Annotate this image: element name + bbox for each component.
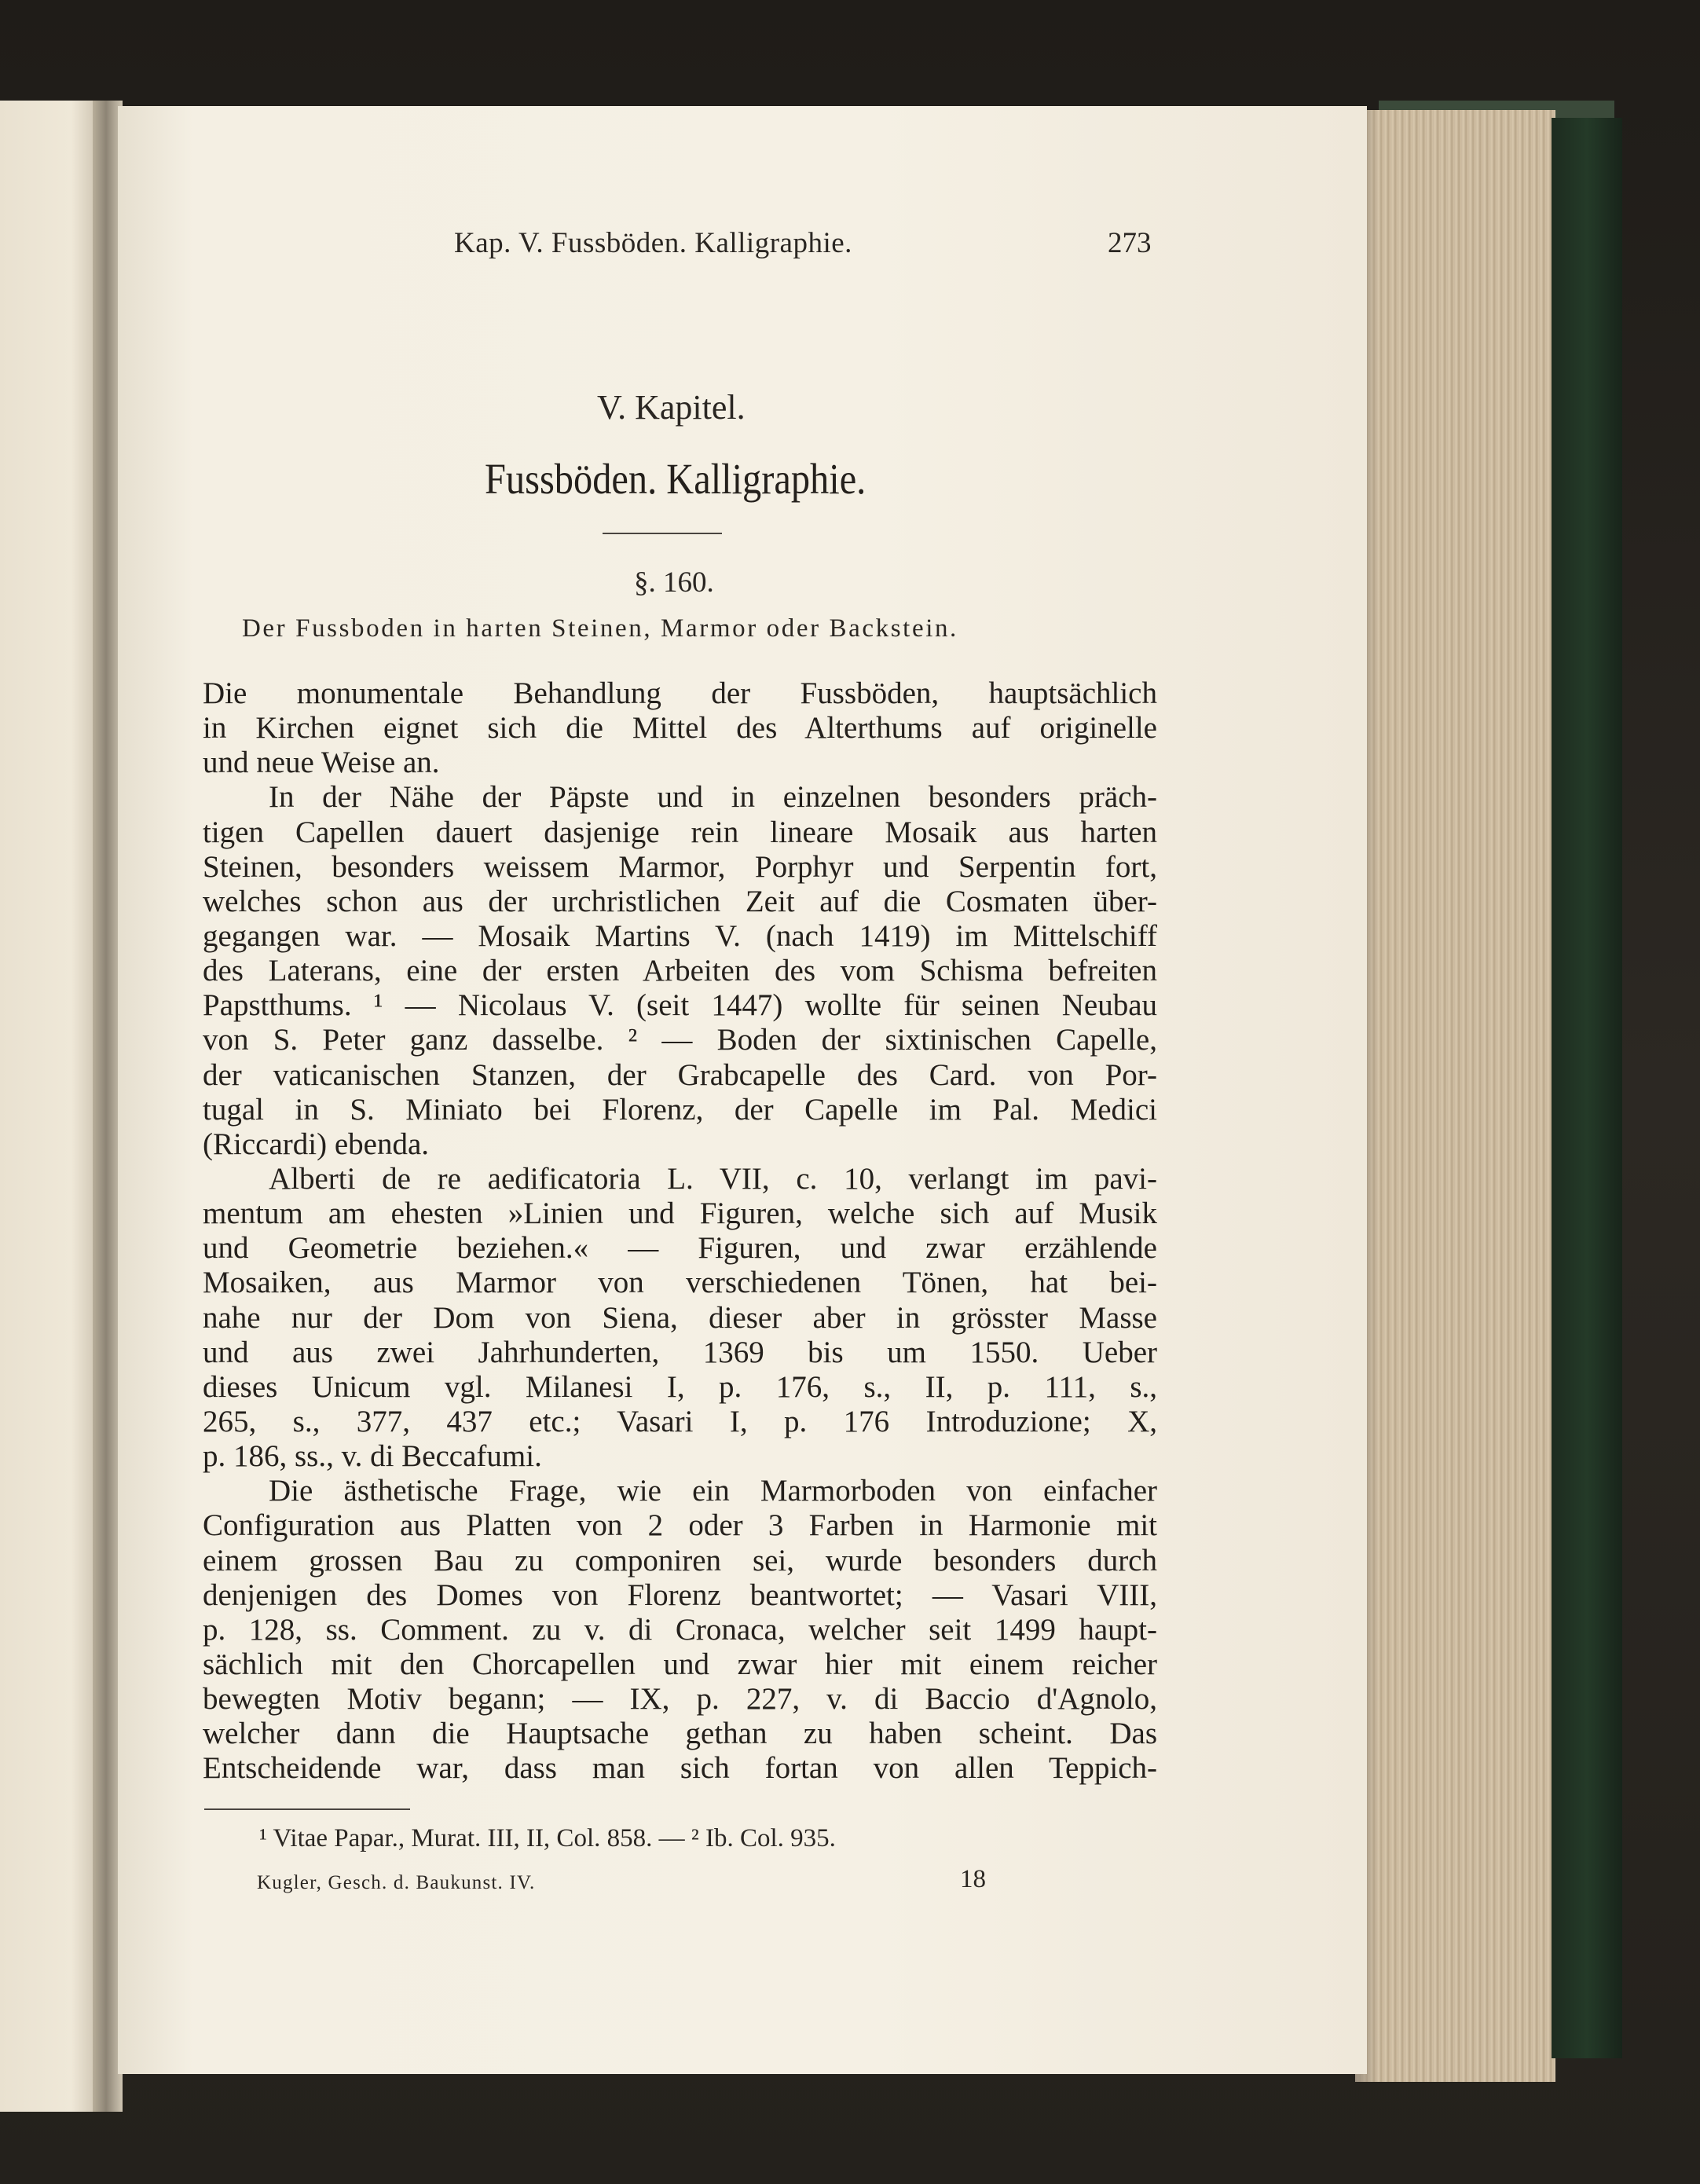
text-line: gegangen war. — Mosaik Martins V. (nach 1419) im Mittelschiff <box>203 918 1157 953</box>
page-number: 273 <box>1108 227 1152 259</box>
text-line: Die monumentale Behandlung der Fussböden, hauptsächlich <box>203 676 1157 710</box>
text-line: tigen Capellen dauert dasjenige rein lineare Mosaik aus harten <box>203 815 1157 849</box>
text-line: p. 186, ss., v. di Beccafumi. <box>203 1439 542 1474</box>
text-line: nahe nur der Dom von Siena, dieser aber in grösster Masse <box>203 1300 1157 1335</box>
footnote-rule <box>204 1808 410 1810</box>
text-line: welcher dann die Hauptsache gethan zu haben scheint. Das <box>203 1717 1157 1751</box>
text-line: p. 128, ss. Comment. zu v. di Cronaca, welcher seit 1499 haupt- <box>203 1612 1157 1647</box>
text-line: sächlich mit den Chorcapellen und zwar hier mit einem reicher <box>203 1647 1157 1681</box>
chapter-title: Fussböden. Kalligraphie. <box>485 455 866 503</box>
text-line: In der Nähe der Päpste und in einzelnen besonders präch- <box>269 780 1157 815</box>
book-cover-spine <box>1552 118 1622 2058</box>
text-line: einem grossen Bau zu componiren sei, wurde besonders durch <box>203 1543 1157 1578</box>
text-line: und Geometrie beziehen.« — Figuren, und zwar erzählende <box>203 1231 1157 1266</box>
section-subtitle: Der Fussboden in harten Steinen, Marmor oder Backstein. <box>242 614 958 643</box>
text-line: denjenigen des Domes von Florenz beantwortet; — Vasari VIII, <box>203 1578 1157 1612</box>
text-line: von S. Peter ganz dasselbe. ² — Boden der sixtinischen Capelle, <box>203 1023 1157 1057</box>
text-line: mentum am ehesten »Linien und Figuren, welche sich auf Musik <box>203 1196 1157 1231</box>
text-line: und neue Weise an. <box>203 746 440 780</box>
text-line: Papstthums. ¹ — Nicolaus V. (seit 1447) wollte für seinen Neubau <box>203 988 1157 1023</box>
body-text <box>203 676 1157 1786</box>
chapter-number: V. Kapitel. <box>597 388 746 427</box>
section-number: §. 160. <box>634 566 714 599</box>
text-line: der vaticanischen Stanzen, der Grabcapelle des Card. von Por- <box>203 1057 1157 1092</box>
text-line: Steinen, besonders weissem Marmor, Porphyr und Serpentin fort, <box>203 849 1157 884</box>
text-line: dieses Unicum vgl. Milanesi I, p. 176, s., II, p. 111, s., <box>203 1369 1157 1404</box>
signature-number: 18 <box>960 1865 986 1893</box>
footnote: ¹ Vitae Papar., Murat. III, II, Col. 858. — ² Ib. Col. 935. <box>259 1824 836 1852</box>
text-line: Alberti de re aedificatoria L. VII, c. 10, verlangt im pavi- <box>269 1161 1157 1196</box>
title-rule <box>603 533 722 534</box>
text-line: und aus zwei Jahrhunderten, 1369 bis um 1550. Ueber <box>203 1335 1157 1369</box>
page-edges <box>1355 110 1555 2082</box>
text-line: Entscheidende war, dass man sich fortan von allen Teppich- <box>203 1751 1157 1786</box>
printer-signature: Kugler, Gesch. d. Baukunst. IV. <box>257 1872 536 1893</box>
text-line: bewegten Motiv begann; — IX, p. 227, v. di Baccio d'Agnolo, <box>203 1682 1157 1717</box>
text-line: Die ästhetische Frage, wie ein Marmorboden von einfacher <box>269 1474 1157 1508</box>
left-page-edge <box>0 101 102 2112</box>
text-line: Mosaiken, aus Marmor von verschiedenen Tönen, hat bei- <box>203 1266 1157 1300</box>
text-line: 265, s., 377, 437 etc.; Vasari I, p. 176 Introduzione; X, <box>203 1404 1157 1438</box>
text-line: des Laterans, eine der ersten Arbeiten des vom Schisma befreiten <box>203 954 1157 988</box>
text-line: welches schon aus der urchristlichen Zeit auf die Cosmaten über- <box>203 884 1157 918</box>
text-line: in Kirchen eignet sich die Mittel des Alterthums auf originelle <box>203 711 1157 746</box>
text-line: tugal in S. Miniato bei Florenz, der Capelle im Pal. Medici <box>203 1092 1157 1127</box>
text-line: Configuration aus Platten von 2 oder 3 Farben in Harmonie mit <box>203 1508 1157 1543</box>
running-title: Kap. V. Fussböden. Kalligraphie. <box>454 227 852 259</box>
text-line: (Riccardi) ebenda. <box>203 1127 430 1161</box>
